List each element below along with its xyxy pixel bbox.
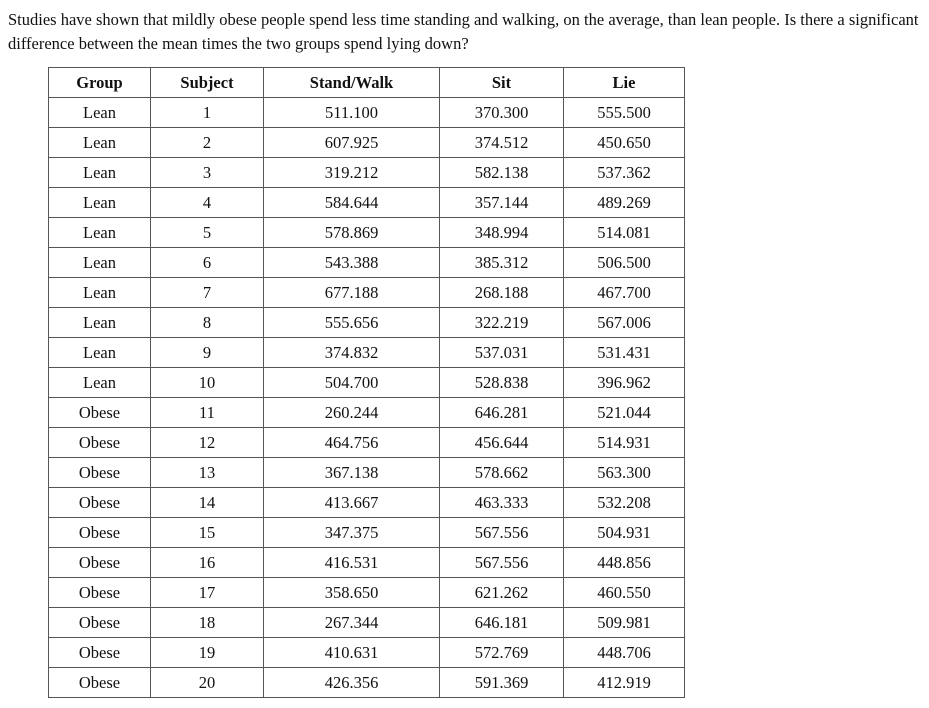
table-row <box>49 668 685 698</box>
stand-walk-cell: 260.244 <box>264 398 440 428</box>
subject-cell: 12 <box>151 428 264 458</box>
lie-cell: 448.856 <box>564 548 685 578</box>
sit-cell: 456.644 <box>440 428 564 458</box>
lie-cell: 514.081 <box>564 218 685 248</box>
lie-cell: 506.500 <box>564 248 685 278</box>
stand-walk-cell: 464.756 <box>264 428 440 458</box>
sit-cell: 578.662 <box>440 458 564 488</box>
group-cell: Obese <box>49 608 151 638</box>
stand-walk-cell: 410.631 <box>264 638 440 668</box>
stand-walk-cell: 374.832 <box>264 338 440 368</box>
table-row <box>49 458 685 488</box>
table-row <box>49 158 685 188</box>
stand-walk-cell: 607.925 <box>264 128 440 158</box>
sit-cell: 567.556 <box>440 548 564 578</box>
subject-cell: 15 <box>151 518 264 548</box>
header-subject: Subject <box>151 68 264 98</box>
sit-cell: 646.281 <box>440 398 564 428</box>
group-cell: Obese <box>49 458 151 488</box>
sit-cell: 268.188 <box>440 278 564 308</box>
subject-cell: 17 <box>151 578 264 608</box>
stand-walk-cell: 511.100 <box>264 98 440 128</box>
group-cell: Lean <box>49 128 151 158</box>
sit-cell: 537.031 <box>440 338 564 368</box>
header-sit: Sit <box>440 68 564 98</box>
sit-cell: 528.838 <box>440 368 564 398</box>
subject-cell: 3 <box>151 158 264 188</box>
sit-cell: 646.181 <box>440 608 564 638</box>
lie-cell: 504.931 <box>564 518 685 548</box>
lie-cell: 563.300 <box>564 458 685 488</box>
sit-cell: 357.144 <box>440 188 564 218</box>
subject-cell: 5 <box>151 218 264 248</box>
subject-cell: 2 <box>151 128 264 158</box>
lie-cell: 537.362 <box>564 158 685 188</box>
lie-cell: 521.044 <box>564 398 685 428</box>
lie-cell: 448.706 <box>564 638 685 668</box>
table-row <box>49 128 685 158</box>
stand-walk-cell: 416.531 <box>264 548 440 578</box>
group-cell: Obese <box>49 518 151 548</box>
table-row <box>49 368 685 398</box>
group-cell: Obese <box>49 398 151 428</box>
sit-cell: 591.369 <box>440 668 564 698</box>
header-row <box>49 68 685 98</box>
table-row <box>49 488 685 518</box>
sit-cell: 572.769 <box>440 638 564 668</box>
lie-cell: 450.650 <box>564 128 685 158</box>
lie-cell: 531.431 <box>564 338 685 368</box>
subject-cell: 16 <box>151 548 264 578</box>
group-cell: Lean <box>49 188 151 218</box>
table-row <box>49 578 685 608</box>
sit-cell: 621.262 <box>440 578 564 608</box>
data-table <box>48 67 685 698</box>
sit-cell: 582.138 <box>440 158 564 188</box>
stand-walk-cell: 555.656 <box>264 308 440 338</box>
sit-cell: 374.512 <box>440 128 564 158</box>
table-row <box>49 638 685 668</box>
table-row <box>49 308 685 338</box>
group-cell: Lean <box>49 368 151 398</box>
table-row <box>49 398 685 428</box>
group-cell: Obese <box>49 548 151 578</box>
table-row <box>49 608 685 638</box>
lie-cell: 555.500 <box>564 98 685 128</box>
stand-walk-cell: 367.138 <box>264 458 440 488</box>
sit-cell: 567.556 <box>440 518 564 548</box>
group-cell: Lean <box>49 248 151 278</box>
sit-cell: 385.312 <box>440 248 564 278</box>
subject-cell: 20 <box>151 668 264 698</box>
stand-walk-cell: 584.644 <box>264 188 440 218</box>
stand-walk-cell: 426.356 <box>264 668 440 698</box>
subject-cell: 7 <box>151 278 264 308</box>
subject-cell: 6 <box>151 248 264 278</box>
table-row <box>49 98 685 128</box>
table-row <box>49 248 685 278</box>
header-lie: Lie <box>564 68 685 98</box>
sit-cell: 370.300 <box>440 98 564 128</box>
lie-cell: 460.550 <box>564 578 685 608</box>
table-row <box>49 278 685 308</box>
lie-cell: 532.208 <box>564 488 685 518</box>
header-stand-walk: Stand/Walk <box>264 68 440 98</box>
table-row <box>49 218 685 248</box>
table-row <box>49 188 685 218</box>
subject-cell: 18 <box>151 608 264 638</box>
lie-cell: 489.269 <box>564 188 685 218</box>
stand-walk-cell: 347.375 <box>264 518 440 548</box>
group-cell: Lean <box>49 278 151 308</box>
lie-cell: 509.981 <box>564 608 685 638</box>
group-cell: Obese <box>49 578 151 608</box>
sit-cell: 348.994 <box>440 218 564 248</box>
stand-walk-cell: 504.700 <box>264 368 440 398</box>
table-row <box>49 428 685 458</box>
subject-cell: 9 <box>151 338 264 368</box>
subject-cell: 14 <box>151 488 264 518</box>
group-cell: Lean <box>49 308 151 338</box>
lie-cell: 396.962 <box>564 368 685 398</box>
question-text: Studies have shown that mildly obese people spend less time standing and walking, on the average, than lean people. Is there a significant difference between the mean times the two groups spend lying down? <box>8 10 919 53</box>
lie-cell: 412.919 <box>564 668 685 698</box>
stand-walk-cell: 578.869 <box>264 218 440 248</box>
subject-cell: 4 <box>151 188 264 218</box>
stand-walk-cell: 358.650 <box>264 578 440 608</box>
stand-walk-cell: 267.344 <box>264 608 440 638</box>
subject-cell: 19 <box>151 638 264 668</box>
group-cell: Lean <box>49 98 151 128</box>
subject-cell: 13 <box>151 458 264 488</box>
table-row <box>49 338 685 368</box>
sit-cell: 463.333 <box>440 488 564 518</box>
stand-walk-cell: 413.667 <box>264 488 440 518</box>
header-group: Group <box>49 68 151 98</box>
sit-cell: 322.219 <box>440 308 564 338</box>
subject-cell: 11 <box>151 398 264 428</box>
subject-cell: 8 <box>151 308 264 338</box>
lie-cell: 567.006 <box>564 308 685 338</box>
group-cell: Obese <box>49 488 151 518</box>
subject-cell: 10 <box>151 368 264 398</box>
stand-walk-cell: 319.212 <box>264 158 440 188</box>
lie-cell: 467.700 <box>564 278 685 308</box>
group-cell: Lean <box>49 158 151 188</box>
subject-cell: 1 <box>151 98 264 128</box>
group-cell: Obese <box>49 668 151 698</box>
table-body <box>49 98 685 698</box>
table-row <box>49 518 685 548</box>
group-cell: Lean <box>49 218 151 248</box>
table-row <box>49 548 685 578</box>
group-cell: Obese <box>49 428 151 458</box>
stand-walk-cell: 677.188 <box>264 278 440 308</box>
group-cell: Obese <box>49 638 151 668</box>
stand-walk-cell: 543.388 <box>264 248 440 278</box>
group-cell: Lean <box>49 338 151 368</box>
lie-cell: 514.931 <box>564 428 685 458</box>
